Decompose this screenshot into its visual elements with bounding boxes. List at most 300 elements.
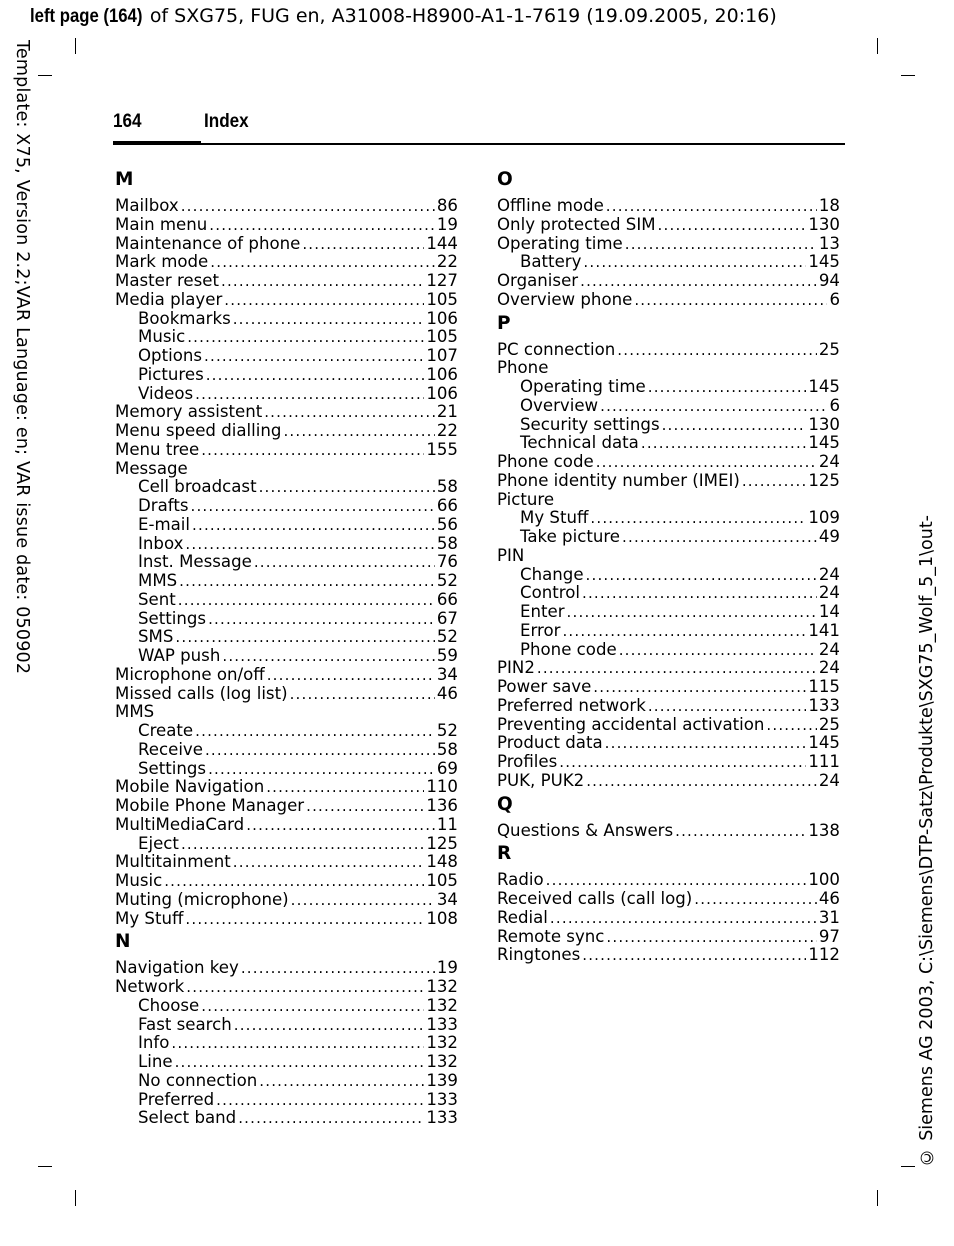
entry-page-number: 106	[426, 364, 458, 384]
index-letter-heading: R	[497, 843, 512, 865]
entry-page-number: 106	[426, 308, 458, 328]
entry-page-number: 141	[808, 620, 840, 640]
dot-leader	[583, 253, 806, 272]
crop-mark	[877, 38, 878, 54]
entry-page-number: 34	[436, 664, 458, 684]
entry-page-number: 52	[436, 627, 458, 647]
entry-page-number: 46	[436, 683, 458, 703]
index-entry	[115, 891, 458, 910]
crop-mark	[38, 75, 52, 76]
entry-page-number: 34	[436, 889, 458, 909]
index-entry	[115, 703, 458, 722]
entry-label: Error	[520, 620, 561, 640]
index-entry	[497, 216, 840, 235]
dot-leader	[222, 647, 435, 666]
index-subentry	[497, 641, 840, 660]
index-entry	[115, 778, 458, 797]
index-entry	[497, 453, 840, 472]
index-column-left	[115, 166, 458, 1128]
index-entry	[115, 853, 458, 872]
index-entry	[497, 946, 840, 965]
index-subentry	[115, 366, 458, 385]
entry-page-number: 14	[818, 602, 840, 621]
dot-leader	[606, 197, 817, 216]
index-subentry	[115, 760, 458, 779]
entry-label: Cell broadcast	[138, 477, 257, 497]
entry-label: Enter	[520, 602, 565, 621]
entry-label: Line	[138, 1052, 173, 1071]
index-subentry	[115, 497, 458, 516]
entry-page-number: 97	[818, 926, 840, 946]
entry-page-number: 86	[436, 196, 458, 215]
index-subentry	[115, 741, 458, 760]
dot-leader	[224, 291, 424, 310]
dot-leader	[233, 310, 425, 329]
entry-page-number: 138	[808, 820, 840, 840]
crop-mark	[75, 38, 76, 54]
entry-label: Network	[115, 977, 185, 996]
entry-label: E-mail	[138, 514, 191, 534]
entry-page-number: 133	[426, 1089, 458, 1109]
entry-page-number: 58	[436, 533, 458, 553]
entry-page-number: 105	[426, 327, 458, 347]
dot-leader	[291, 891, 435, 910]
entry-page-number: 110	[426, 777, 458, 797]
entry-label: Sent	[138, 589, 176, 609]
index-subentry	[115, 516, 458, 535]
entry-label: Music	[115, 871, 163, 890]
entry-page-number: 139	[426, 1070, 458, 1090]
entry-page-number: 46	[818, 889, 840, 908]
dot-leader	[164, 872, 424, 891]
entry-page-number: 145	[808, 377, 840, 396]
entry-label: Only protected SIM	[497, 214, 656, 234]
index-entry	[115, 422, 458, 441]
entry-label: Take picture	[520, 527, 621, 546]
entry-label: Create	[138, 721, 194, 740]
entry-page-number: 133	[808, 695, 840, 715]
entry-label: Options	[138, 346, 203, 365]
index-subentry	[115, 997, 458, 1016]
entry-label: Fast search	[138, 1014, 232, 1034]
entry-label: PUK, PUK2	[497, 770, 585, 790]
entry-label: Phone identity number (IMEI)	[497, 470, 740, 490]
entry-page-number: 22	[436, 421, 458, 440]
crop-mark	[901, 1166, 915, 1167]
index-subentry	[115, 478, 458, 497]
entry-page-number: 67	[436, 608, 458, 628]
index-entry	[497, 822, 840, 841]
entry-label: Phone code	[520, 639, 617, 659]
dot-leader	[238, 1109, 424, 1128]
entry-page-number: 58	[436, 739, 458, 759]
entry-page-number: 24	[818, 452, 840, 471]
index-entry	[115, 291, 458, 310]
index-subentry	[497, 603, 840, 622]
entry-label: Product data	[497, 733, 603, 753]
entry-page-number: 22	[436, 252, 458, 272]
index-entry	[115, 910, 458, 929]
entry-page-number: 58	[436, 477, 458, 497]
index-subentry	[497, 416, 840, 435]
entry-label: Phone code	[497, 452, 594, 471]
dot-leader	[694, 890, 817, 909]
dot-leader	[593, 678, 806, 697]
entry-page-number: 112	[808, 945, 840, 965]
entry-page-number: 133	[426, 1108, 458, 1128]
dot-leader	[622, 528, 817, 547]
index-column-right	[497, 166, 840, 965]
entry-label: Operating time	[497, 233, 623, 253]
entry-page-number: 21	[436, 402, 458, 422]
dot-leader	[306, 797, 424, 816]
entry-label: Videos	[138, 383, 194, 403]
entry-label: Settings	[138, 608, 207, 628]
entry-label: Eject	[138, 833, 179, 853]
page-header	[113, 111, 845, 147]
entry-page-number: 132	[426, 977, 458, 996]
entry-page-number: 132	[426, 1033, 458, 1053]
entry-label: Missed calls (log list)	[115, 683, 288, 703]
entry-page-number: 109	[808, 508, 840, 528]
entry-label: Pictures	[138, 364, 204, 384]
dot-leader	[648, 378, 807, 397]
entry-page-number: 6	[829, 395, 840, 415]
entry-label: MultiMediaCard	[115, 814, 245, 834]
index-entry	[115, 460, 458, 479]
index-subentry	[115, 610, 458, 629]
index-entry	[115, 666, 458, 685]
entry-label: Maintenance of phone	[115, 233, 301, 253]
entry-page-number: 66	[436, 589, 458, 609]
index-subentry	[115, 535, 458, 554]
dot-leader	[216, 1091, 424, 1110]
entry-label: Radio	[497, 870, 544, 890]
dot-leader	[766, 716, 816, 735]
index-letter-heading: M	[115, 169, 134, 190]
entry-page-number: 24	[818, 658, 840, 678]
entry-label: Organiser	[497, 271, 579, 290]
entry-label: Navigation key	[115, 958, 239, 978]
index-subentry	[497, 584, 840, 603]
dot-leader	[582, 584, 817, 603]
dot-leader	[550, 909, 817, 928]
index-entry	[497, 871, 840, 890]
entry-page-number: 76	[436, 552, 458, 572]
entry-label: Overview	[520, 395, 599, 415]
index-subentry	[497, 378, 840, 397]
entry-label: Multitainment	[115, 852, 231, 872]
dot-leader	[559, 753, 806, 772]
entry-page-number: 52	[436, 571, 458, 590]
dot-leader	[580, 272, 817, 291]
index-entry	[497, 909, 840, 928]
entry-label: Preferred network	[497, 695, 646, 715]
index-entry	[497, 235, 840, 254]
entry-label: Remote sync	[497, 926, 605, 946]
dot-leader	[600, 397, 827, 416]
index-subentry	[115, 1072, 458, 1091]
dot-leader	[254, 553, 435, 572]
dot-leader	[185, 535, 434, 554]
index-subentry	[115, 572, 458, 591]
dot-leader	[619, 641, 817, 660]
entry-page-number: 24	[818, 583, 840, 603]
entry-label: PC connection	[497, 339, 616, 359]
dot-leader	[210, 253, 435, 272]
index-entry	[115, 272, 458, 291]
header-rule	[113, 143, 845, 145]
entry-label: Media player	[115, 289, 223, 309]
dot-leader	[186, 978, 424, 997]
index-subentry	[115, 310, 458, 329]
dot-leader	[267, 666, 435, 685]
crop-mark	[75, 1190, 76, 1206]
dot-leader	[302, 235, 424, 254]
entry-label: Memory assistent	[115, 402, 263, 422]
index-letter-heading: O	[497, 169, 513, 190]
dot-leader	[175, 1053, 425, 1072]
index-entry	[497, 716, 840, 735]
dot-leader	[178, 591, 435, 610]
entry-page-number: 69	[436, 758, 458, 778]
entry-page-number: 132	[426, 995, 458, 1015]
index-entry	[115, 197, 458, 216]
entry-page-number: 11	[436, 814, 458, 834]
index-subentry	[115, 1109, 458, 1128]
dot-leader	[195, 722, 435, 741]
copyright-path: © Siemens AG 2003, C:\Siemens\DTP-Satz\Produkte\SXG75_Wolf_5_1\out-	[917, 515, 937, 1167]
entry-label: My Stuff	[115, 908, 184, 928]
entry-page-number: 130	[808, 414, 840, 434]
entry-label: Technical data	[520, 433, 639, 453]
entry-label: Power save	[497, 677, 592, 696]
entry-label: Mark mode	[115, 252, 209, 272]
index-subentry	[497, 509, 840, 528]
entry-page-number: 18	[818, 196, 840, 215]
index-subentry	[115, 628, 458, 647]
entry-page-number: 127	[426, 271, 458, 290]
index-subentry	[115, 835, 458, 854]
entry-label: Questions & Answers	[497, 820, 674, 840]
dot-leader	[209, 216, 435, 235]
dot-leader	[259, 478, 435, 497]
index-subentry	[115, 347, 458, 366]
dot-leader	[221, 272, 424, 291]
entry-label: Drafts	[138, 496, 189, 515]
entry-page-number: 106	[426, 383, 458, 403]
dot-leader	[567, 603, 817, 622]
index-subentry	[497, 528, 840, 547]
index-entry	[115, 685, 458, 704]
entry-page-number: 148	[426, 852, 458, 872]
entry-label: Operating time	[520, 377, 646, 396]
entry-label: Main menu	[115, 214, 208, 234]
index-entry	[497, 890, 840, 909]
entry-label: Microphone on/off	[115, 664, 265, 684]
index-subentry	[497, 434, 840, 453]
dot-leader	[208, 760, 435, 779]
page-number: 164	[113, 111, 142, 132]
index-entry	[497, 697, 840, 716]
entry-label: Preferred	[138, 1089, 215, 1109]
index-subentry	[115, 385, 458, 404]
index-entry	[115, 253, 458, 272]
entry-page-number: 100	[808, 870, 840, 890]
index-subentry	[115, 1053, 458, 1072]
dot-leader	[179, 572, 435, 591]
dot-leader	[201, 441, 424, 460]
index-subentry	[115, 591, 458, 610]
dot-leader	[266, 778, 424, 797]
entry-label: Info	[138, 1033, 170, 1053]
dot-leader	[195, 385, 424, 404]
index-subentry	[115, 1016, 458, 1035]
dot-leader	[246, 816, 435, 835]
index-entry	[497, 272, 840, 291]
dot-leader	[562, 622, 806, 641]
dot-leader	[192, 516, 435, 535]
entry-page-number: 56	[436, 514, 458, 534]
entry-label: My Stuff	[520, 508, 589, 528]
entry-label: SMS	[138, 627, 174, 647]
entry-label: Muting (microphone)	[115, 889, 289, 909]
index-letter-heading: Q	[497, 793, 513, 815]
entry-label: Master reset	[115, 271, 219, 290]
entry-page-number: 125	[808, 470, 840, 490]
dot-leader	[586, 772, 817, 791]
index-entry	[115, 403, 458, 422]
template-info: Template: X75, Version 2.2;VAR Language: en; VAR issue date: 050902	[12, 40, 32, 675]
entry-page-number: 111	[808, 752, 840, 771]
index-subentry	[115, 328, 458, 347]
index-subentry	[115, 1034, 458, 1053]
entry-page-number: 94	[818, 271, 840, 290]
entry-page-number: 108	[426, 908, 458, 928]
entry-label: PIN	[497, 545, 525, 565]
dot-leader	[605, 734, 807, 753]
entry-page-number: 6	[829, 289, 840, 309]
index-entry	[497, 341, 840, 360]
entry-label: WAP push	[138, 646, 221, 665]
entry-label: Phone	[497, 358, 549, 378]
index-entry	[497, 678, 840, 697]
dot-leader	[596, 453, 817, 472]
dot-leader	[208, 610, 435, 629]
index-entry	[115, 959, 458, 978]
dot-leader	[590, 509, 806, 528]
crop-mark	[877, 1190, 878, 1206]
entry-label: Mailbox	[115, 196, 179, 215]
dot-leader	[175, 628, 434, 647]
page-title: Index	[204, 111, 249, 132]
entry-label: Inbox	[138, 533, 184, 553]
dot-leader	[181, 835, 424, 854]
index-entry	[115, 235, 458, 254]
entry-page-number: 52	[436, 721, 458, 740]
index-entry	[497, 291, 840, 310]
dot-leader	[187, 328, 424, 347]
entry-page-number: 144	[426, 233, 458, 253]
index-entry	[115, 872, 458, 891]
entry-page-number: 59	[436, 646, 458, 665]
entry-label: Bookmarks	[138, 308, 231, 328]
entry-label: Change	[520, 564, 584, 584]
entry-label: Overview phone	[497, 289, 633, 309]
index-subentry	[497, 253, 840, 272]
entry-page-number: 107	[426, 346, 458, 365]
entry-page-number: 31	[818, 907, 840, 927]
dot-leader	[290, 685, 435, 704]
index-subentry	[115, 553, 458, 572]
index-entry	[497, 772, 840, 791]
index-entry	[115, 797, 458, 816]
entry-label: Select band	[138, 1108, 237, 1128]
entry-page-number: 25	[818, 339, 840, 359]
dot-leader	[241, 959, 435, 978]
dot-leader	[264, 403, 435, 422]
dot-leader	[742, 472, 806, 491]
entry-label: Settings	[138, 758, 207, 778]
index-entry	[497, 659, 840, 678]
entry-page-number: 145	[808, 733, 840, 753]
dot-leader	[233, 853, 425, 872]
entry-label: Picture	[497, 489, 555, 509]
entry-page-number: 24	[818, 639, 840, 659]
dot-leader	[634, 291, 827, 310]
dot-leader	[625, 235, 817, 254]
index-entry	[497, 472, 840, 491]
entry-page-number: 13	[818, 233, 840, 253]
index-subentry	[497, 397, 840, 416]
entry-page-number: 145	[808, 252, 840, 272]
entry-page-number: 145	[808, 433, 840, 453]
dot-leader	[181, 197, 435, 216]
entry-label: Offline mode	[497, 196, 604, 215]
entry-label: Preventing accidental activation	[497, 714, 765, 734]
dot-leader	[546, 871, 807, 890]
entry-label: Music	[138, 327, 186, 347]
entry-label: Message	[115, 458, 188, 478]
entry-page-number: 19	[436, 958, 458, 978]
entry-label: Receive	[138, 739, 203, 759]
index-subentry	[497, 566, 840, 585]
dot-leader	[582, 946, 806, 965]
dot-leader	[283, 422, 434, 441]
slug-page-label: left page (164)	[30, 6, 143, 27]
dot-leader	[206, 366, 425, 385]
dot-leader	[648, 697, 806, 716]
dot-leader	[537, 659, 817, 678]
index-entry	[497, 197, 840, 216]
entry-label: Mobile Navigation	[115, 777, 265, 797]
header-rule-accent	[113, 141, 201, 145]
index-entry	[497, 359, 840, 378]
entry-label: Ringtones	[497, 945, 581, 965]
index-entry	[115, 816, 458, 835]
dot-leader	[586, 566, 817, 585]
dot-leader	[606, 928, 816, 947]
dot-leader	[259, 1072, 424, 1091]
index-letter-heading: P	[497, 312, 511, 334]
entry-label: Redial	[497, 907, 548, 927]
index-entry	[115, 441, 458, 460]
entry-label: Menu speed dialling	[115, 421, 282, 440]
dot-leader	[185, 910, 424, 929]
entry-page-number: 132	[426, 1052, 458, 1071]
dot-leader	[171, 1034, 424, 1053]
entry-label: Received calls (call log)	[497, 889, 693, 908]
